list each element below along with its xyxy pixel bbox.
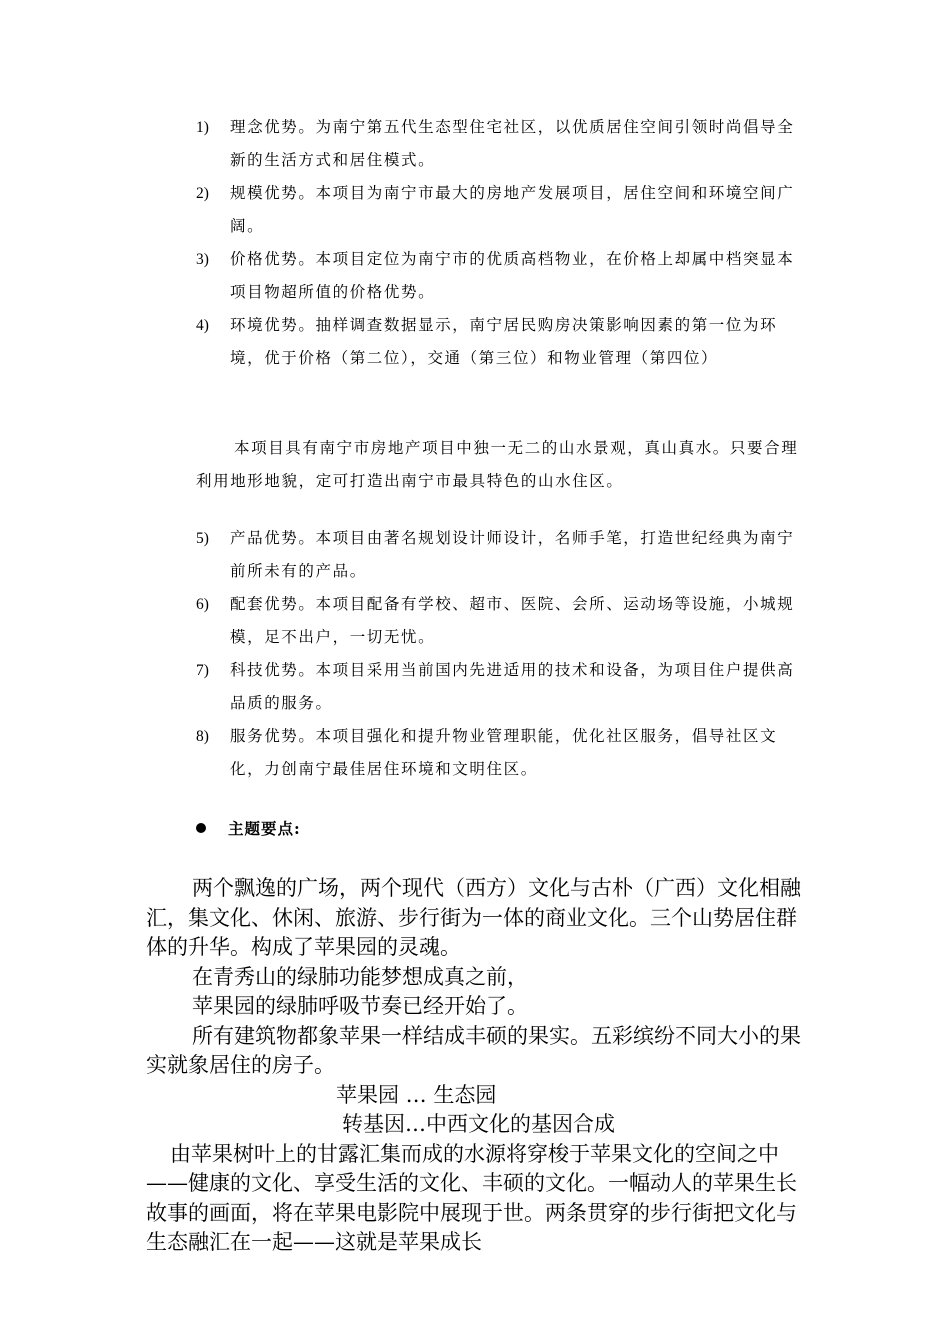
list-number: 7) bbox=[196, 662, 209, 679]
list-text: 配套优势。本项目配备有学校、超市、医院、会所、运动场等设施，小城规模，足不出户，一切无忧。 bbox=[230, 595, 795, 646]
list-text: 规模优势。本项目为南宁市最大的房地产发展项目，居住空间和环境空间广阔。 bbox=[230, 184, 795, 235]
intro-paragraph: 本项目具有南宁市房地产项目中独一无二的山水景观，真山真水。只要合理利用地形地貌，定可打造出南宁市最具特色的山水住区。 bbox=[196, 439, 799, 490]
theme-paragraph: 苹果园的绿肺呼吸节奏已经开始了。 bbox=[192, 994, 528, 1018]
list-item bbox=[196, 522, 808, 588]
list-number: 1) bbox=[196, 119, 209, 136]
list-item bbox=[196, 720, 808, 786]
list-text: 价格优势。本项目定位为南宁市的优质高档物业，在价格上却属中档突显本项目物超所值的价格优势。 bbox=[230, 250, 795, 301]
list-number: 6) bbox=[196, 596, 209, 613]
list-number: 2) bbox=[196, 185, 209, 202]
list-text: 科技优势。本项目采用当前国内先进适用的技术和设备，为项目住户提供高品质的服务。 bbox=[230, 661, 795, 712]
section-heading-text: 主题要点: bbox=[228, 819, 301, 838]
theme-paragraph: 由苹果树叶上的甘露汇集而成的水源将穿梭于苹果文化的空间之中——健康的文化、享受生活的文化、丰硕的文化。一幅动人的苹果生长故事的画面，将在苹果电影院中展现于世。两条贯穿的步行街把文化与生态融汇在一起——这就是苹果成长 bbox=[146, 1141, 797, 1254]
advantage-list-part2 bbox=[196, 522, 808, 786]
theme-paragraph: 两个飘逸的广场，两个现代（西方）文化与古朴（广西）文化相融汇，集文化、休闲、旅游、步行街为一体的商业文化。三个山势居住群体的升华。构成了苹果园的灵魂。 bbox=[146, 876, 801, 959]
list-number: 5) bbox=[196, 530, 209, 547]
theme-slogan: 转基因…中西文化的基因合成 bbox=[342, 1112, 615, 1136]
list-item bbox=[196, 111, 808, 177]
theme-slogan: 苹果园 … 生态园 bbox=[336, 1082, 497, 1107]
list-item bbox=[196, 309, 808, 375]
theme-paragraph: 所有建筑物都象苹果一样结成丰硕的果实。五彩缤纷不同大小的果实就象居住的房子。 bbox=[146, 1023, 801, 1077]
list-item bbox=[196, 243, 808, 309]
list-text: 环境优势。抽样调查数据显示，南宁居民购房决策影响因素的第一位为环境，优于价格（第二位），交通（第三位）和物业管理（第四位） bbox=[230, 316, 778, 367]
list-item bbox=[196, 654, 808, 720]
list-item bbox=[196, 177, 808, 243]
theme-body bbox=[146, 874, 810, 1258]
section-heading bbox=[196, 812, 301, 845]
theme-paragraph: 在青秀山的绿肺功能梦想成真之前， bbox=[192, 964, 528, 989]
list-item bbox=[196, 588, 808, 654]
bullet-icon bbox=[196, 823, 206, 833]
advantage-list-part1 bbox=[196, 111, 808, 375]
list-number: 8) bbox=[196, 728, 209, 745]
list-text: 理念优势。为南宁第五代生态型住宅社区，以优质居住空间引领时尚倡导全新的生活方式和居住模式。 bbox=[230, 118, 795, 169]
list-text: 服务优势。本项目强化和提升物业管理职能，优化社区服务，倡导社区文化，力创南宁最佳居住环境和文明住区。 bbox=[230, 727, 778, 778]
list-number: 4) bbox=[196, 317, 209, 334]
list-number: 3) bbox=[196, 251, 209, 268]
list-text: 产品优势。本项目由著名规划设计师设计，名师手笔，打造世纪经典为南宁前所未有的产品。 bbox=[230, 529, 795, 580]
